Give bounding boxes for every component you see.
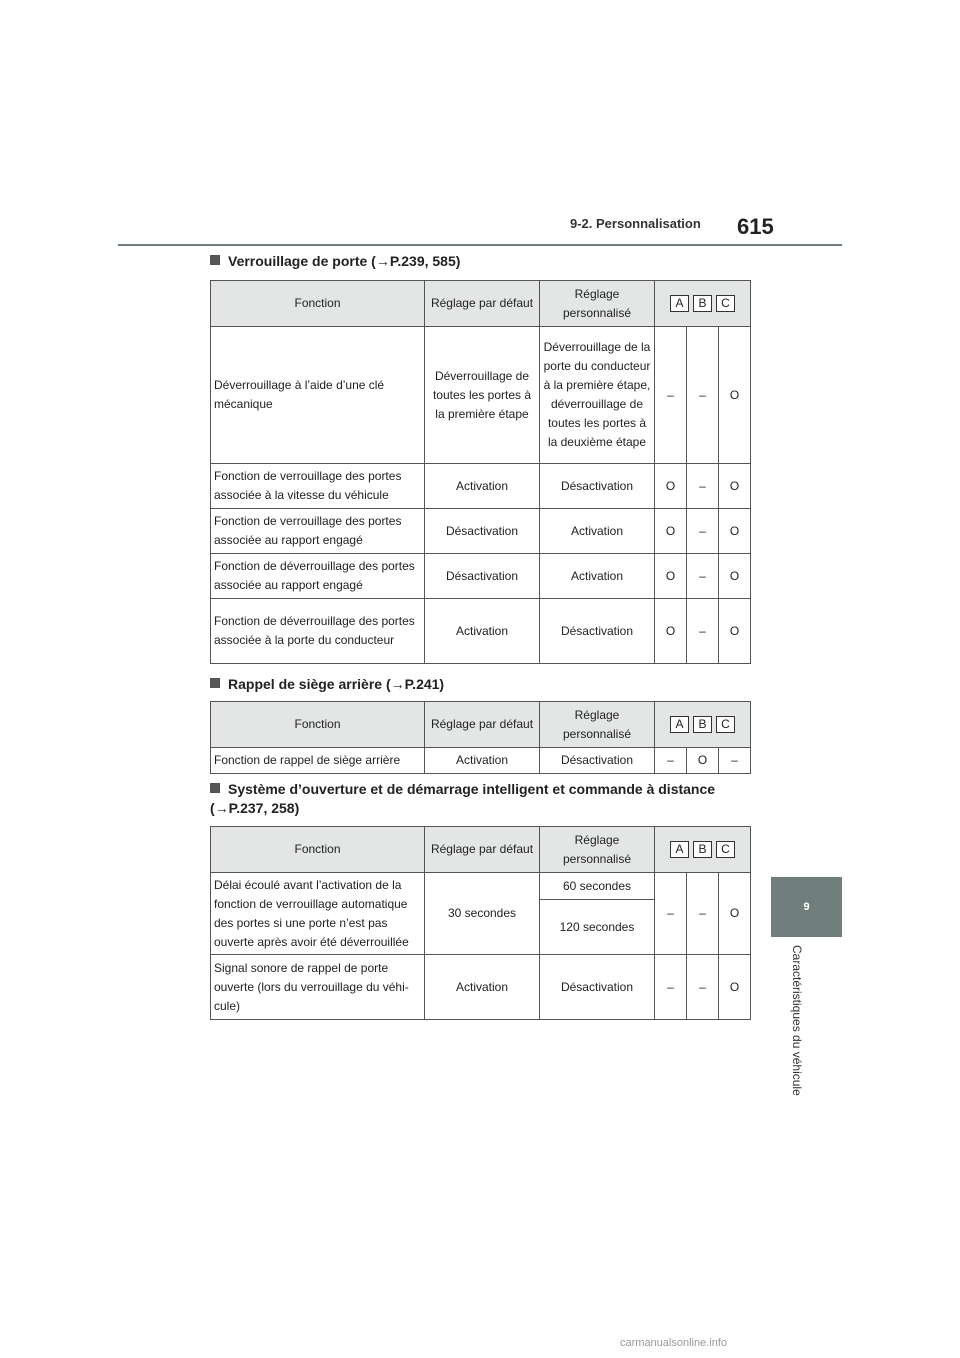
table-row: Fonction de rappel de siège arrière Activation Désactivation – O – xyxy=(211,748,751,774)
table-row: Fonction de déverrouillage des portes associée à la porte du conducteur Activation Désactivation O – O xyxy=(211,599,751,664)
letter-a: A xyxy=(670,295,689,312)
header-custom: Réglage personnalisé xyxy=(540,827,655,873)
square-bullet-icon xyxy=(210,255,220,265)
table-row: Fonction de verrouillage des portes associée au rapport engagé Désactivation Activation O – O xyxy=(211,509,751,554)
door-lock-table xyxy=(210,280,751,664)
header-default: Réglage par défaut xyxy=(425,827,540,873)
header-divider xyxy=(118,244,842,246)
section-heading-smart-entry: Système d’ouverture et de démarrage intelligent et commande à distance (→P.237, 258) xyxy=(210,781,716,816)
square-bullet-icon xyxy=(210,678,220,688)
letter-b: B xyxy=(693,716,712,733)
page-number: 615 xyxy=(737,214,774,239)
letter-b: B xyxy=(693,841,712,858)
section-heading-rear-seat: Rappel de siège arrière (→P.241) xyxy=(210,676,444,692)
header-default: Réglage par défaut xyxy=(425,702,540,748)
watermark-text: carmanualsonline.info xyxy=(620,1337,728,1349)
table-header-row xyxy=(211,702,751,748)
table-header-row xyxy=(211,281,751,327)
header-default: Réglage par défaut xyxy=(425,281,540,327)
letter-b: B xyxy=(693,295,712,312)
header-custom: Réglage personnalisé xyxy=(540,702,655,748)
square-bullet-icon xyxy=(210,783,220,793)
header-fonction: Fonction xyxy=(211,702,425,748)
page-reference-link[interactable]: →P.241) xyxy=(390,676,445,692)
table-row: Délai écoulé avant l’activation de la fonction de verrouillage automatique des portes si une porte n’est pas ouverte après avoir été déverrouillée 30 secondes 60 secondes – – O xyxy=(211,873,751,900)
header-abc xyxy=(655,281,751,327)
chapter-label: Caractéristiques du véhicule xyxy=(790,945,804,1096)
page-reference-link[interactable]: →P.239, 585) xyxy=(375,253,461,269)
header-abc xyxy=(655,702,751,748)
letter-c: C xyxy=(716,841,735,858)
rear-seat-table xyxy=(210,701,751,774)
letter-c: C xyxy=(716,295,735,312)
chapter-tab: 9 xyxy=(771,877,842,937)
header-custom: Réglage personnalisé xyxy=(540,281,655,327)
table-row: Fonction de déverrouillage des portes associée au rapport engagé Désactivation Activation O – O xyxy=(211,554,751,599)
section-title: 9-2. Personnalisation xyxy=(570,216,701,231)
smart-entry-table xyxy=(210,826,751,1020)
page-reference-link[interactable]: →P.237, 258) xyxy=(214,800,300,816)
table-row: Signal sonore de rappel de porte ouverte (lors du verrouillage du véhi-cule) Activation Désactivation – – O xyxy=(211,955,751,1020)
section-heading-door-lock: Verrouillage de porte (→P.239, 585) xyxy=(210,253,460,269)
letter-a: A xyxy=(670,716,689,733)
header-abc xyxy=(655,827,751,873)
letter-a: A xyxy=(670,841,689,858)
header-fonction: Fonction xyxy=(211,827,425,873)
table-row: Déverrouillage à l’aide d’une clé mécanique Déverrouillage de toutes les portes à la première étape Déverrouillage de la porte du conducteur à la première étape, déverrouillage de toutes les portes à la deuxième étape – – O xyxy=(211,327,751,464)
header-fonction: Fonction xyxy=(211,281,425,327)
letter-c: C xyxy=(716,716,735,733)
table-row: Fonction de verrouillage des portes associée à la vitesse du véhicule Activation Désactivation O – O xyxy=(211,464,751,509)
table-row: 120 secondes xyxy=(211,900,751,955)
table-header-row xyxy=(211,827,751,873)
